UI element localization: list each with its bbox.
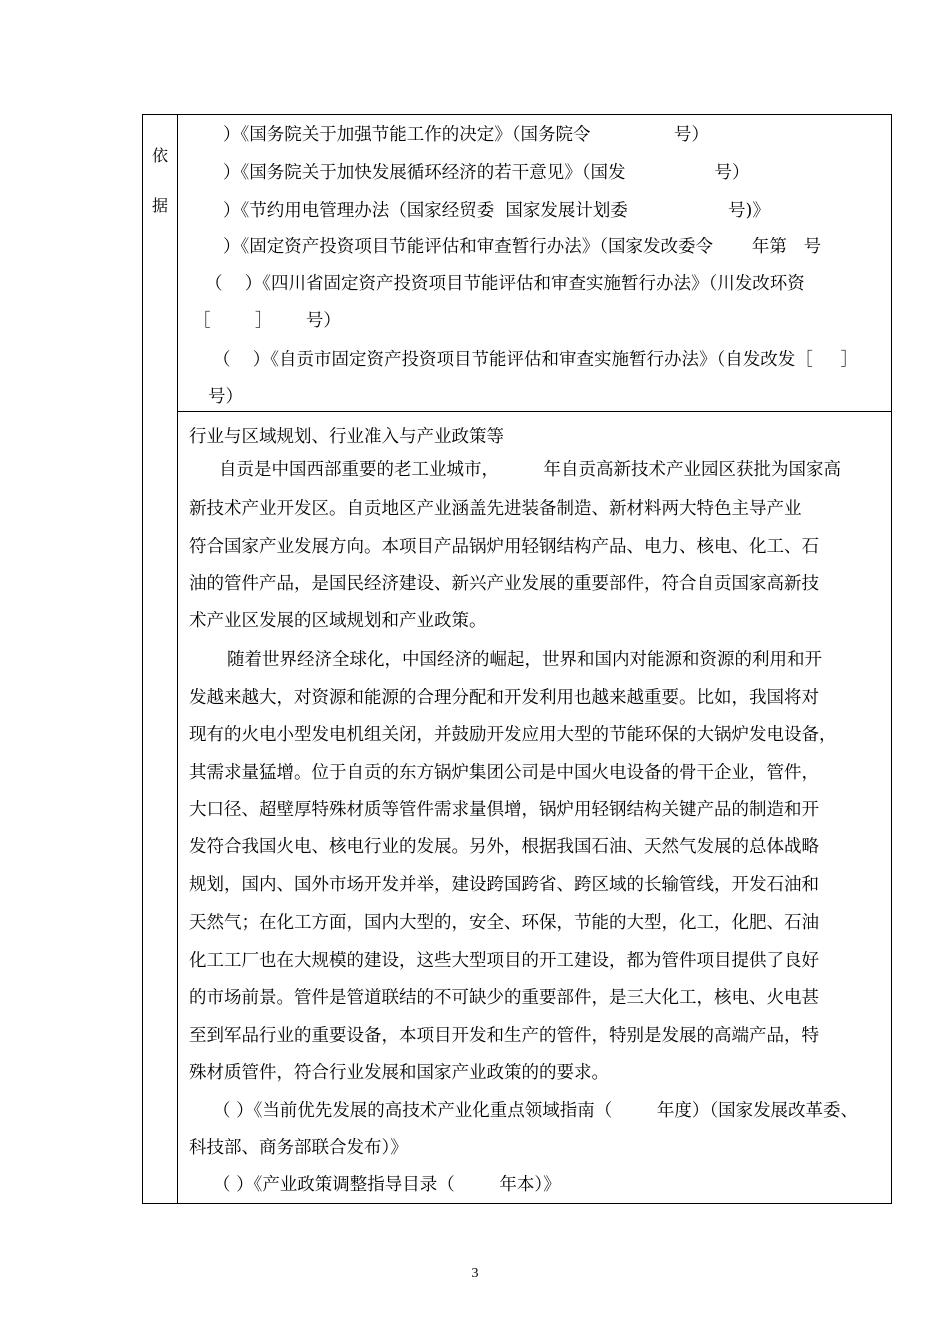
paragraph-line: 至到军品行业的重要设备，本项目开发和生产的管件，特别是发展的高端产品，特: [189, 1026, 819, 1046]
paragraph-line: 术产业区发展的区域规划和产业政策。: [189, 611, 487, 631]
row-divider: [178, 411, 891, 412]
paragraph-line: 大口径、超壁厚特殊材质等管件需求量倶增，锅炉用轻钢结构关键产品的制造和开: [189, 800, 819, 820]
paragraph-line: 化工工厂也在大规模的建设，这些大型项目的开工建设，都为管件项目提供了良好: [189, 951, 819, 971]
basis-line: ）《国务院关于加快发展循环经济的若干意见》（国发 号）: [223, 163, 750, 183]
paragraph-line: 随着世界经济全球化，中国经济的崛起，世界和国内对能源和资源的利用和开: [227, 650, 822, 670]
basis-line: ）《节约用电管理办法（国家经贸委 国家发展计划委 号)》: [223, 201, 770, 221]
paragraph-line: 的市场前景。管件是管道联结的不可缺少的重要部件，是三大化工，核电、火电甚: [189, 988, 819, 1008]
basis-line: （ ）《自贡市固定资产投资项目节能评估和审查实施暂行办法》（自发改发［ ］: [213, 350, 859, 370]
paragraph-line: 发越来越大，对资源和能源的合理分配和开发利用也越来越重要。比如，我国将对: [189, 688, 819, 708]
paragraph-line: 其需求量猛增。位于自贡的东方锅炉集团公司是中国火电设备的骨干企业，管件，: [189, 763, 819, 783]
basis-line: ）《固定资产投资项目节能评估和审查暂行办法》（国家发改委令 年第 号: [223, 237, 822, 257]
section-heading: 行业与区域规划、行业准入与产业政策等: [189, 427, 504, 447]
policy-reference-line: （ ）《产业政策调整指导目录（ 年本）》: [213, 1175, 561, 1195]
side-label-char: 据: [151, 196, 168, 215]
side-label-char: 依: [151, 146, 168, 165]
basis-label-column: [143, 115, 178, 1203]
document-table: [142, 114, 892, 1204]
basis-line: 号）: [208, 387, 243, 407]
page-number: 3: [471, 1266, 479, 1281]
paragraph-line: 符合国家产业发展方向。本项目产品锅炉用轻钢结构产品、电力、核电、化工、石: [189, 537, 819, 557]
paragraph-line: 天然气；在化工方面，国内大型的，安全、环保，节能的大型，化工，化肥、石油: [189, 913, 819, 933]
policy-reference-line: （ ）《当前优先发展的高技术产业化重点领域指南（ 年度）（国家发展改革委、: [213, 1101, 859, 1121]
paragraph-line: 自贡是中国西部重要的老工业城市， 年自贡高新技术产业园区获批为国家高: [219, 460, 841, 480]
basis-line: ［ ］ 号）: [193, 311, 341, 331]
paragraph-line: 殊材质管件，符合行业发展和国家产业政策的的要求。: [189, 1063, 609, 1083]
paragraph-line: 发符合我国火电、核电行业的发展。另外，根据我国石油、天然气发展的总体战略: [189, 837, 819, 857]
paragraph-line: 规划，国内、国外市场开发并举，建设跨国跨省、跨区域的长输管线，开发石油和: [189, 875, 819, 895]
paragraph-line: 油的管件产品，是国民经济建设、新兴产业发展的重要部件，符合自贡国家高新技: [189, 574, 819, 594]
basis-line: （ ）《四川省固定资产投资项目节能评估和审查实施暂行办法》（川发改环资: [205, 274, 805, 294]
paragraph-line: 新技术产业开发区。自贡地区产业涵盖先进装备制造、新材料两大特色主导产业: [189, 499, 802, 519]
basis-line: ）《国务院关于加强节能工作的决定》（国务院令 号）: [223, 125, 709, 145]
paragraph-line: 现有的火电小型发电机组关闭，并鼓励开发应用大型的节能环保的大锅炉发电设备，: [189, 725, 837, 745]
policy-reference-line: 科技部、商务部联合发布）》: [189, 1138, 408, 1158]
